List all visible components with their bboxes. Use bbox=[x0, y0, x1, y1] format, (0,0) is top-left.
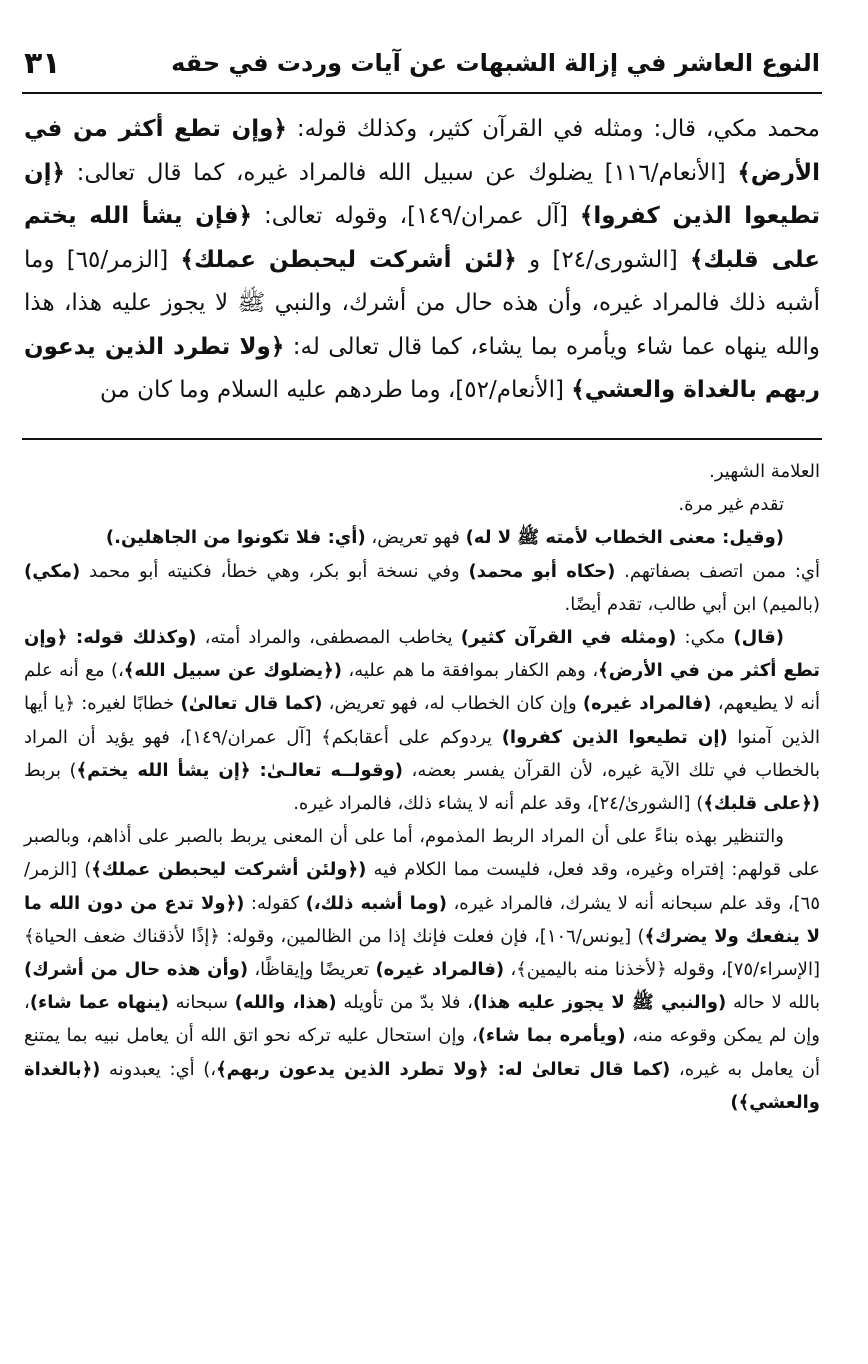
text-segment: مكي: bbox=[676, 627, 734, 649]
text-segment: [الأنعام/١١٦] يضلوك عن سبيل الله فالمراد غيره، كما قال تعالى: bbox=[65, 159, 738, 186]
text-segment: وإن كان الخطاب له، فهو تعريض، bbox=[322, 693, 583, 715]
emphasized-text: (﴿ولئن أشركت ليحبطن عملك﴾ bbox=[91, 859, 367, 881]
emphasized-text: (كما قال تعالىٰ) bbox=[180, 693, 323, 715]
text-segment: ) [الشورىٰ/٢٤]، وقد علم أنه لا يشاء ذلك، فالمراد غيره. bbox=[293, 793, 704, 815]
text-segment: كقوله: bbox=[244, 892, 306, 914]
text-segment: ) بربط bbox=[24, 759, 77, 781]
footnote-rule bbox=[22, 438, 822, 440]
emphasized-text: (وأن هذه حال من أشرك) bbox=[24, 959, 249, 981]
text-segment: تقدم غير مرة. bbox=[678, 494, 784, 516]
emphasized-text: ﴿وإن تطع أكثر من في الأرض﴾ bbox=[24, 116, 820, 186]
text-segment: أي: ممن اتصف بصفاتهم. bbox=[615, 560, 820, 582]
emphasized-text: ﴿ولا تطرد الذين يدعون ربهم بالغداة والعشي﴾ bbox=[24, 333, 820, 403]
emphasized-text: (هذا، والله) bbox=[234, 992, 337, 1014]
note-paragraph bbox=[24, 455, 820, 488]
text-segment: محمد مكي، قال: ومثله في القرآن كثير، وكذلك قوله: bbox=[286, 116, 820, 142]
text-segment: سبحانه bbox=[168, 992, 235, 1014]
text-segment: بالله لا حاله bbox=[726, 992, 821, 1014]
main-paragraph bbox=[24, 108, 820, 413]
text-segment: [الأنعام/٥٢]، وما طردهم عليه السلام وما كان من bbox=[99, 377, 572, 403]
text-segment: [الزمر/٦٥] وما أشبه ذلك فالمراد غيره، وأن هذه حال من أشرك، والنبي ﷺ لا يجوز عليه هذا، هذا والله ينهاه عما شاء ويأمره بما يشاء، كما قال تعالى له: bbox=[24, 246, 820, 360]
text-segment: يردوكم على أعقابكم﴾ [آل عمران/١٤٩]، فهو يؤيد أن المراد بالخطاب في تلك الآية غيره، لأن القرآن يفسر بعضه، bbox=[24, 726, 820, 781]
note-paragraph bbox=[24, 521, 820, 554]
emphasized-text: (فالمراد غيره) bbox=[582, 693, 712, 715]
text-segment: ،) أي: يعبدونه bbox=[100, 1058, 217, 1080]
emphasized-text: (﴿على قلبك﴾ bbox=[703, 793, 820, 815]
text-segment: ، وإن استحال عليه تركه نحو اتق الله أن يعامل نبيه بما يمتنع أن يعامل به غيره، bbox=[24, 1025, 821, 1080]
note-paragraph bbox=[24, 488, 820, 521]
emphasized-text: (مكي) bbox=[24, 560, 81, 582]
text-segment: (بالميم) ابن أبي طالب، تقدم أيضًا. bbox=[564, 593, 820, 615]
text-segment: ) [يونس/١٠٦]، فإن فعلت فإنك إذا من الظالمين، وقوله: ﴿إذًا لأذقناك ضعف الحياة﴾ [الإسراء/٧٥]، وقوله ﴿لأخذنا منه باليمين﴾، bbox=[24, 925, 820, 981]
emphasized-text: (وما أشبه ذلك،) bbox=[305, 892, 447, 914]
emphasized-text: (وقيل: معنى الخطاب لأمته ﷺ لا له) bbox=[465, 527, 784, 549]
emphasized-text: ﴿فإن يشأ الله يختم على قلبك﴾ bbox=[24, 203, 821, 273]
emphasized-text: (﴿بالغداة والعشي﴾) bbox=[24, 1058, 820, 1113]
text-segment: تعريضًا وإيقاظًا، bbox=[248, 959, 376, 981]
emphasized-text: (﴿ولا تدع من دون الله ما لا ينفعك ولا يضرك﴾ bbox=[24, 892, 821, 947]
text-segment: ،) مع أنه علم أنه لا يطيعهم، bbox=[24, 660, 820, 715]
emphasized-text: (وكذلك قوله: ﴿وإن تطع أكثر من في الأرض﴾ bbox=[24, 627, 821, 682]
emphasized-text: (حكاه أبو محمد) bbox=[468, 560, 616, 582]
emphasized-text: (فالمراد غيره) bbox=[375, 959, 505, 981]
text-segment: [الشورى/٢٤] و bbox=[516, 246, 690, 273]
page-number: ٣١ bbox=[24, 45, 61, 81]
emphasized-text: ﴿إن تطيعوا الذين كفروا﴾ bbox=[24, 159, 820, 229]
emphasized-text: (قال) bbox=[733, 627, 785, 649]
note-paragraph bbox=[24, 621, 820, 820]
emphasized-text: (ويأمره بما شاء) bbox=[477, 1025, 626, 1047]
text-segment: فهو تعريض، bbox=[365, 527, 466, 549]
note-paragraph bbox=[24, 555, 820, 621]
note-paragraph bbox=[24, 820, 820, 1119]
emphasized-text: (﴿يضلوك عن سبيل الله﴾ bbox=[123, 660, 342, 682]
emphasized-text: (كما قال تعالىٰ له: ﴿ولا تطرد الذين يدعون ربهم﴾ bbox=[216, 1058, 671, 1080]
running-header bbox=[24, 40, 820, 86]
text-segment: [آل عمران/١٤٩]، وقوله تعالى: bbox=[252, 203, 580, 229]
emphasized-text: (ينهاه عما شاء) bbox=[29, 992, 169, 1014]
text-segment: ، وإن لم يمكن وقوعه منه، bbox=[24, 992, 820, 1047]
emphasized-text: (وقولــه تعالـىٰ: ﴿إن يشأ الله يختم﴾ bbox=[76, 759, 404, 781]
text-segment: خطابًا لغيره: ﴿يا أيها الذين آمنوا bbox=[24, 693, 821, 748]
emphasized-text: (ومثله في القرآن كثير) bbox=[460, 627, 677, 649]
text-segment: العلامة الشهير. bbox=[709, 461, 820, 482]
emphasized-text: (أي: فلا تكونوا من الجاهلين.) bbox=[105, 527, 366, 549]
header-rule bbox=[22, 92, 822, 94]
emphasized-text: ﴿لئن أشركت ليحبطن عملك﴾ bbox=[180, 246, 517, 273]
text-segment: والتنظير بهذه بناءً على أن المراد الربط المذموم، أما على أن المعنى يربط بالصبر على أذاهم، وبالصبر على قولهم: إفتراه وغيره، وقد فعل، فليست مما الكلام فيه bbox=[24, 826, 820, 881]
emphasized-text: (والنبي ﷺ لا يجوز عليه هذا) bbox=[473, 992, 727, 1014]
header-title: النوع العاشر في إزالة الشبهات عن آيات وردت في حقه bbox=[171, 49, 820, 77]
text-segment: ) [الزمر/٦٥]، وقد علم سبحانه أنه لا يشرك، فالمراد غيره، bbox=[24, 859, 820, 914]
text-segment: ، فلا بدّ من تأويله bbox=[336, 992, 473, 1014]
text-segment: ، وهم الكفار بموافقة ما هم عليه، bbox=[341, 660, 599, 682]
text-segment: يخاطب المصطفى، والمراد أمته، bbox=[196, 627, 461, 649]
main-text bbox=[24, 108, 820, 413]
text-segment: وفي نسخة أبو بكر، وهي خطأ، فكنيته أبو محمد bbox=[80, 560, 469, 582]
commentary-notes bbox=[24, 455, 820, 1119]
emphasized-text: (إن تطيعوا الذين كفروا) bbox=[501, 726, 728, 748]
